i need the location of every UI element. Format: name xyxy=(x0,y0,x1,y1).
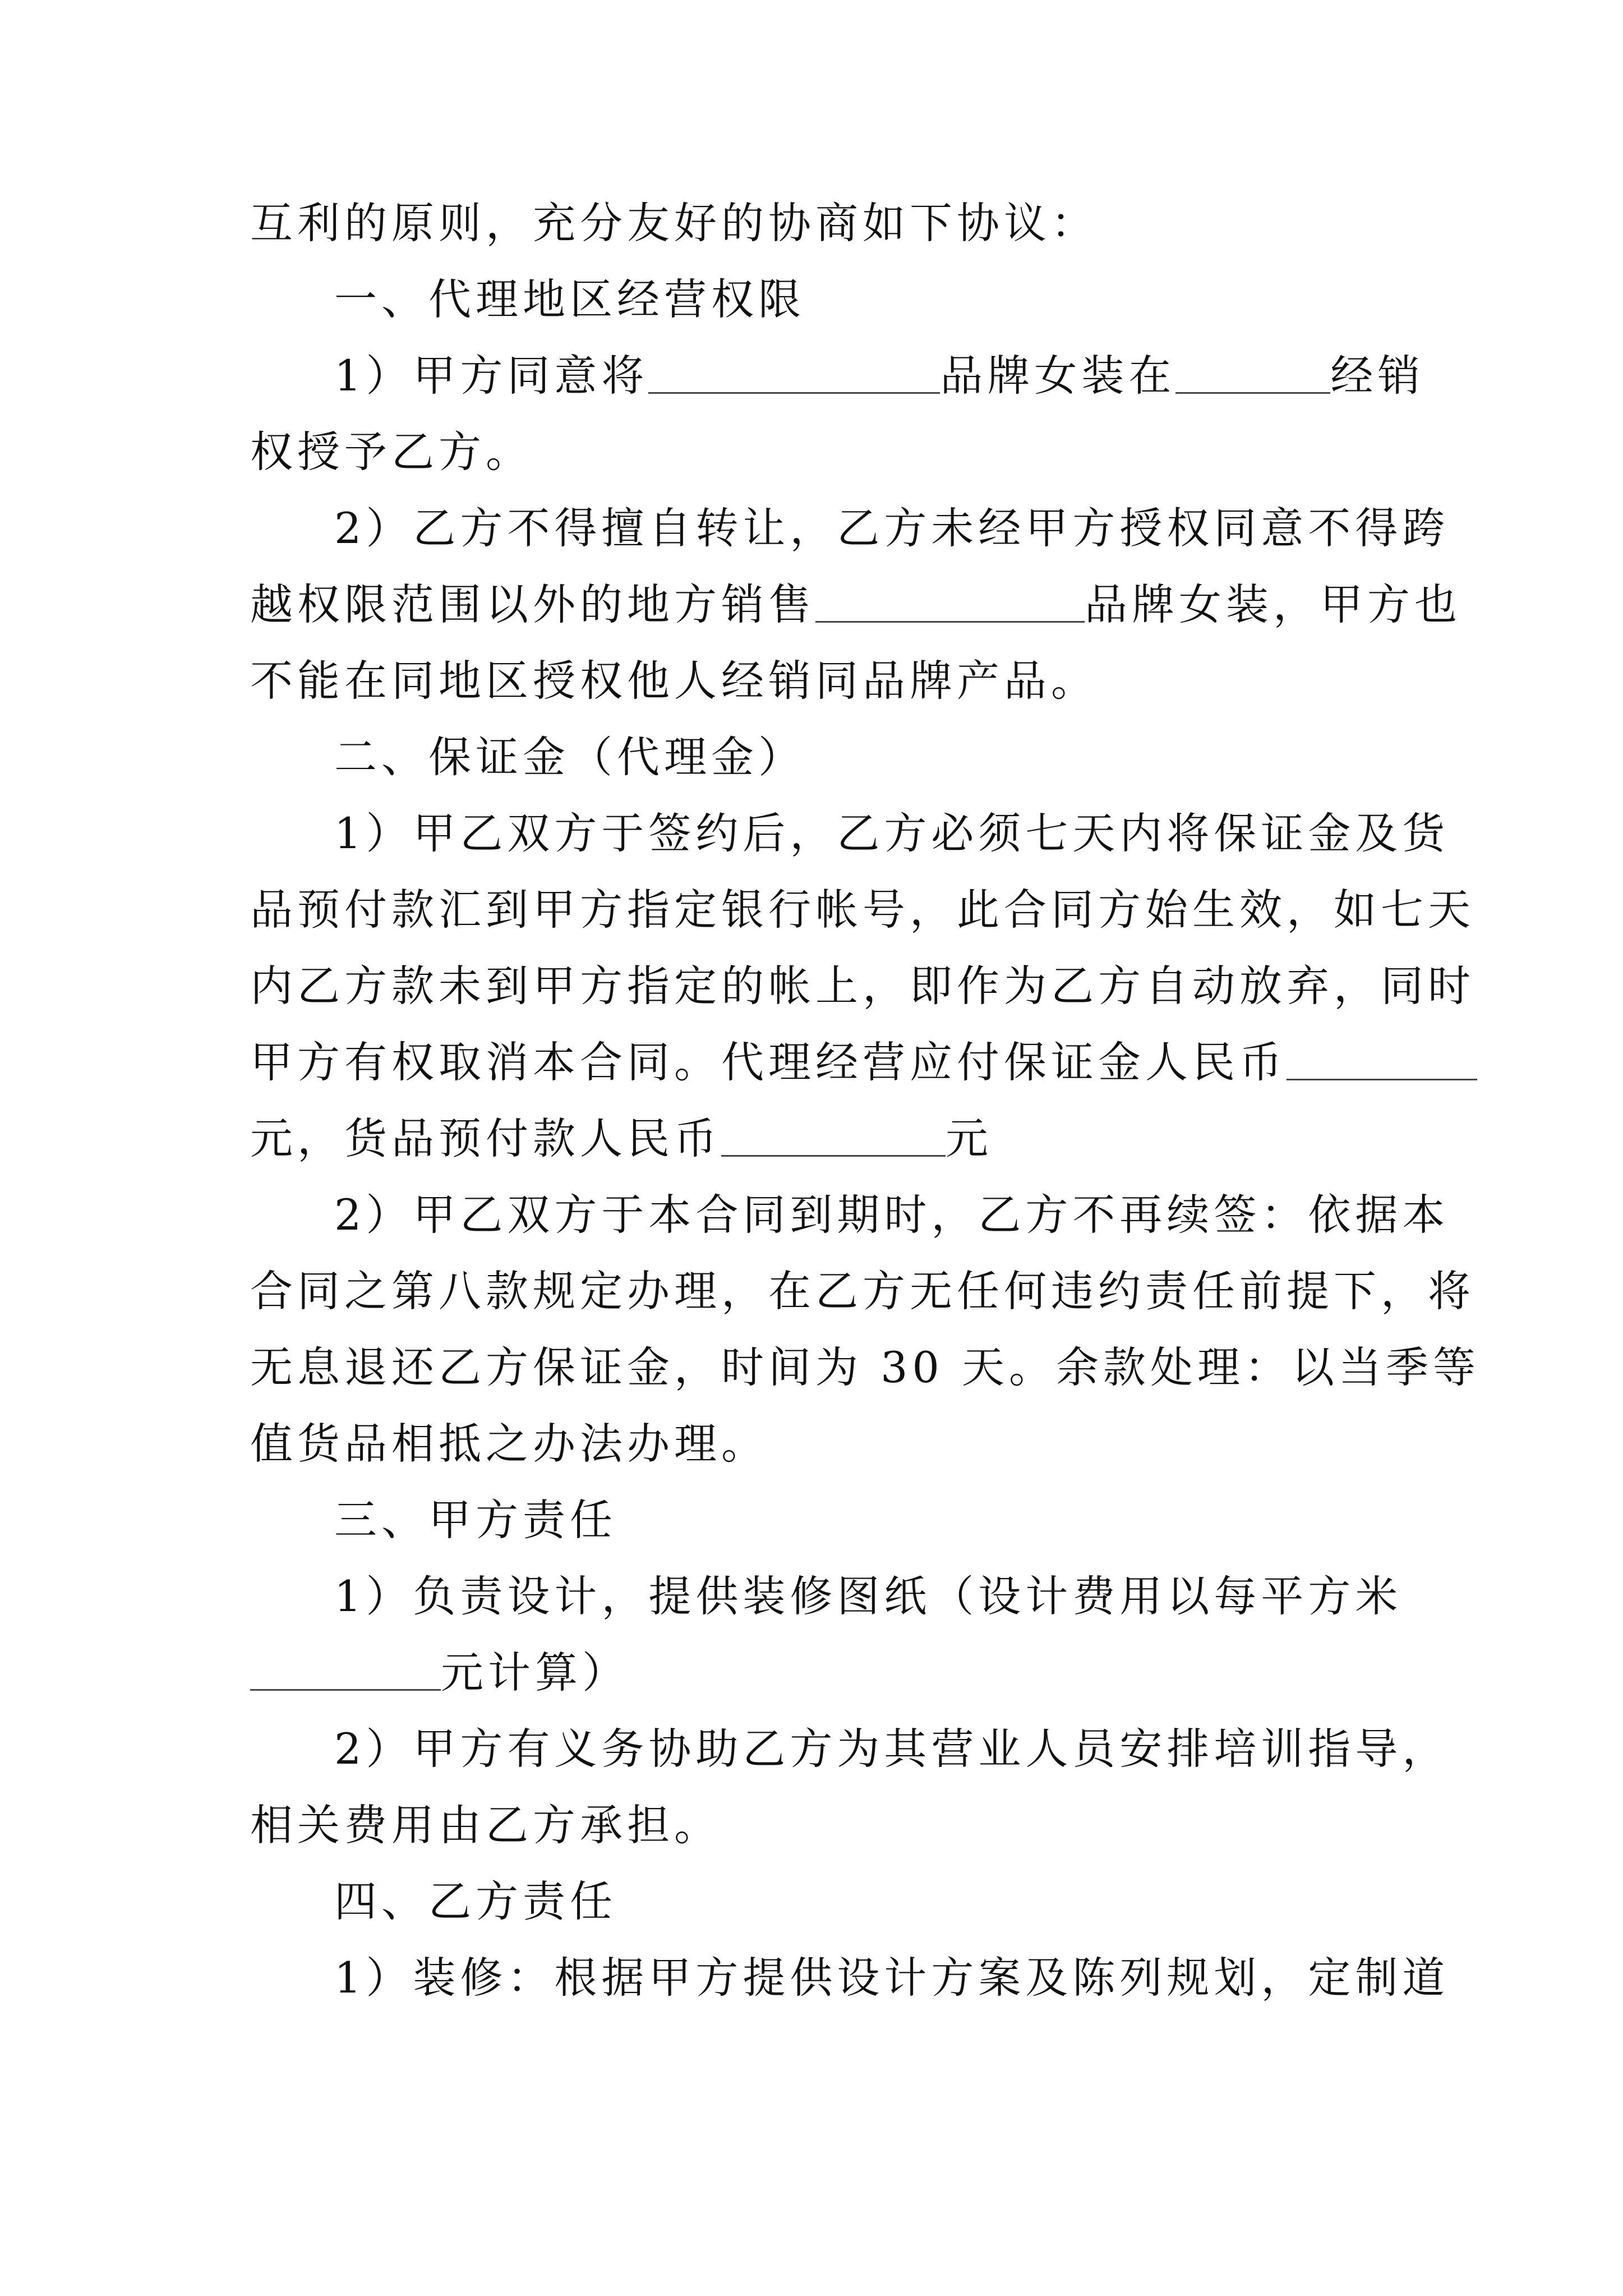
paragraph-line: 内乙方款未到甲方指定的帐上，即作为乙方自动放弃，同时 xyxy=(250,961,1475,1011)
blank-underline xyxy=(648,358,940,394)
paragraph-line: 不能在同地区授权他人经销同品牌产品。 xyxy=(250,656,1098,706)
paragraph-line: 1）甲方同意将 品牌女装在 经销 xyxy=(334,351,1425,401)
paragraph-line: 2）甲乙双方于本合同到期时，乙方不再续签：依据本 xyxy=(334,1190,1450,1240)
paragraph-line: 值货品相抵之办法办理。 xyxy=(250,1419,768,1469)
paragraph-line: 相关费用由乙方承担。 xyxy=(250,1800,721,1850)
paragraph-line: 元计算） xyxy=(250,1651,629,1694)
section-heading-3: 三、甲方责任 xyxy=(334,1495,617,1545)
blank-underline xyxy=(815,587,1085,623)
paragraph-line: 越权限范围以外的地方销售 品牌女装，甲方也 xyxy=(250,579,1461,629)
paragraph-line: 无息退还乙方保证金，时间为 30 天。余款处理：以当季等 xyxy=(250,1342,1481,1392)
blank-underline xyxy=(1287,1045,1477,1080)
paragraph-line: 2）甲方有义务协助乙方为其营业人员安排培训指导， xyxy=(334,1724,1450,1774)
paragraph-line: 权授予乙方。 xyxy=(250,427,533,477)
section-heading-1: 一、代理地区经营权限 xyxy=(334,274,805,324)
section-heading-4: 四、乙方责任 xyxy=(334,1876,617,1926)
paragraph-line: 合同之第八款规定办理，在乙方无任何违约责任前提下，将 xyxy=(250,1266,1475,1316)
paragraph-line: 2）乙方不得擅自转让，乙方未经甲方授权同意不得跨 xyxy=(334,503,1450,553)
paragraph-line: 甲方有权取消本合同。代理经营应付保证金人民币 xyxy=(250,1041,1477,1084)
paragraph-line: 元，货品预付款人民币 元 xyxy=(250,1114,993,1163)
blank-underline xyxy=(250,1655,441,1691)
paragraph-line: 品预付款汇到甲方指定银行帐号，此合同方始生效，如七天 xyxy=(250,885,1475,935)
blank-underline xyxy=(1175,358,1330,394)
paragraph-line: 1）负责设计，提供装修图纸（设计费用以每平方米 xyxy=(334,1571,1403,1621)
blank-underline xyxy=(721,1121,946,1157)
paragraph-line: 1）装修：根据甲方提供设计方案及陈列规划，定制道 xyxy=(334,1953,1450,2003)
paragraph-line: 1）甲乙双方于签约后，乙方必须七天内将保证金及货 xyxy=(334,808,1450,858)
section-heading-2: 二、保证金（代理金） xyxy=(334,732,805,782)
paragraph-line: 互利的原则，充分友好的协商如下协议： xyxy=(250,198,1098,248)
